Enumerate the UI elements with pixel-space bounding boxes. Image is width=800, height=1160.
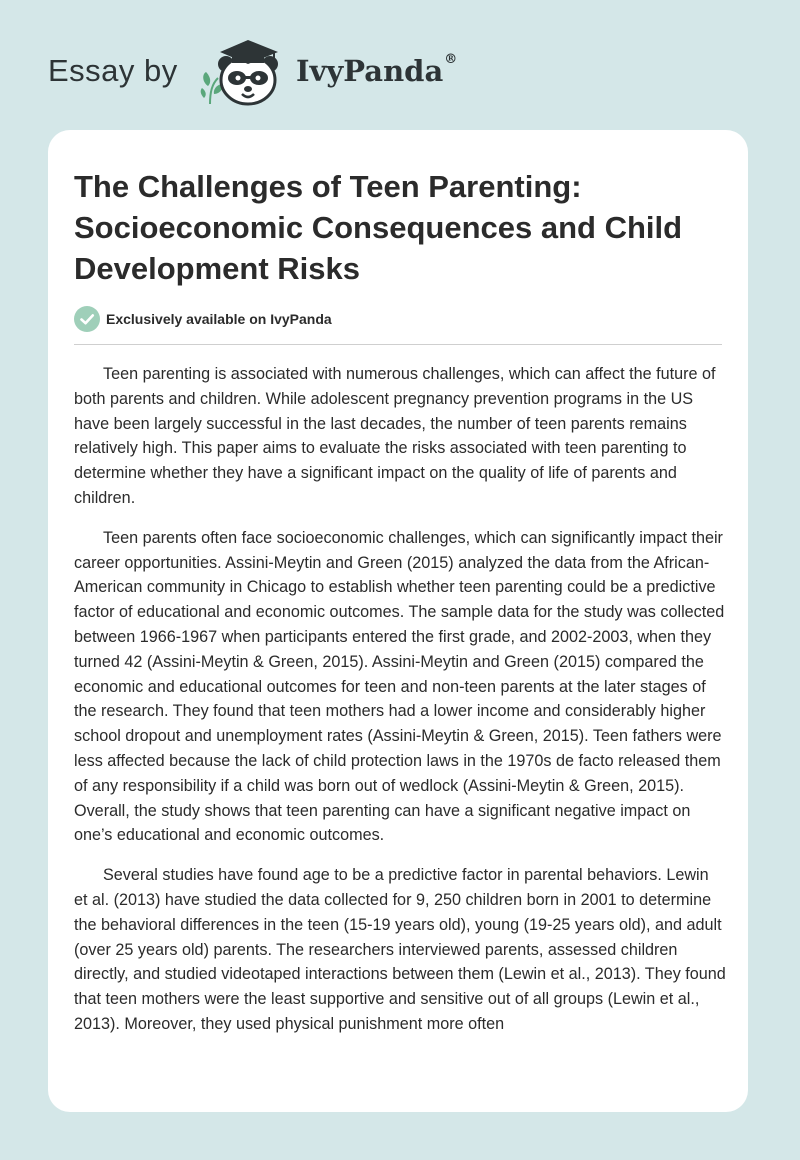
essay-title: The Challenges of Teen Parenting: Socioeconomic Consequences and Child Development Risks [74, 169, 683, 286]
essay-body [74, 362, 726, 1052]
exclusive-badge-label: Exclusively available on IvyPanda [106, 311, 332, 327]
body-paragraph: Teen parenting is associated with numerous challenges, which can affect the future of both parents and children. While adolescent pregnancy prevention programs in the US have been largely successful in the last decades, the number of teen parents remains relatively high. This paper aims to evaluate the risks associated with teen parenting to determine whether they have a significant impact on the quality of life of parents and children. [74, 365, 716, 507]
brand-name[interactable] [296, 54, 457, 88]
body-paragraph: Teen parents often face socioeconomic challenges, which can significantly impact their career opportunities. Assini-Meytin and Green (2015) analyzed the data from the African-American community in Chicago to establish whether teen parenting could be a predictive factor of educational and economic outcomes. The sample data for the study was collected between 1966-1967 when participants entered the first grade, and 2002-2003, when they turned 42 (Assini-Meytin & Green, 2015). Assini-Meytin and Green (2015) compared the economic and educational outcomes for teen and non-teen parents at the later stages of the research. They found that teen mothers had a lower income and considerably higher school dropout and unemployment rates (Assini-Meytin & Green, 2015). Teen fathers were less affected because the lack of child protection laws in the 1970s de facto released them of any responsibility if a child was born out of wedlock (Assini-Meytin & Green, 2015). Overall, the study shows that teen parenting can have a significant negative impact on one’s educational and economic outcomes. [74, 528, 725, 845]
essay-card [48, 130, 748, 1112]
exclusive-badge [74, 306, 332, 332]
essay-by-label: Essay by [48, 53, 178, 88]
title-divider [74, 344, 722, 345]
body-paragraph: Several studies have found age to be a predictive factor in parental behaviors. Lewin et al. (2013) have studied the data collected for 9, 250 children born in 2001 to determine the behavioral differences in the teen (15-19 years old), young (19-25 years old), and adult (over 25 years old) parents. The researchers interviewed parents, assessed children directly, and studied videotaped interactions between them (Lewin et al., 2013). They found that teen mothers were the least supportive and sensitive out of all groups (Lewin et al., 2013). Moreover, they used physical punishment more often [74, 866, 726, 1033]
check-circle-icon [74, 306, 100, 332]
brand-name-text: IvyPanda [296, 54, 444, 88]
site-header [48, 34, 508, 110]
panda-graduate-logo-icon[interactable] [200, 34, 292, 110]
registered-mark: ® [444, 52, 458, 67]
